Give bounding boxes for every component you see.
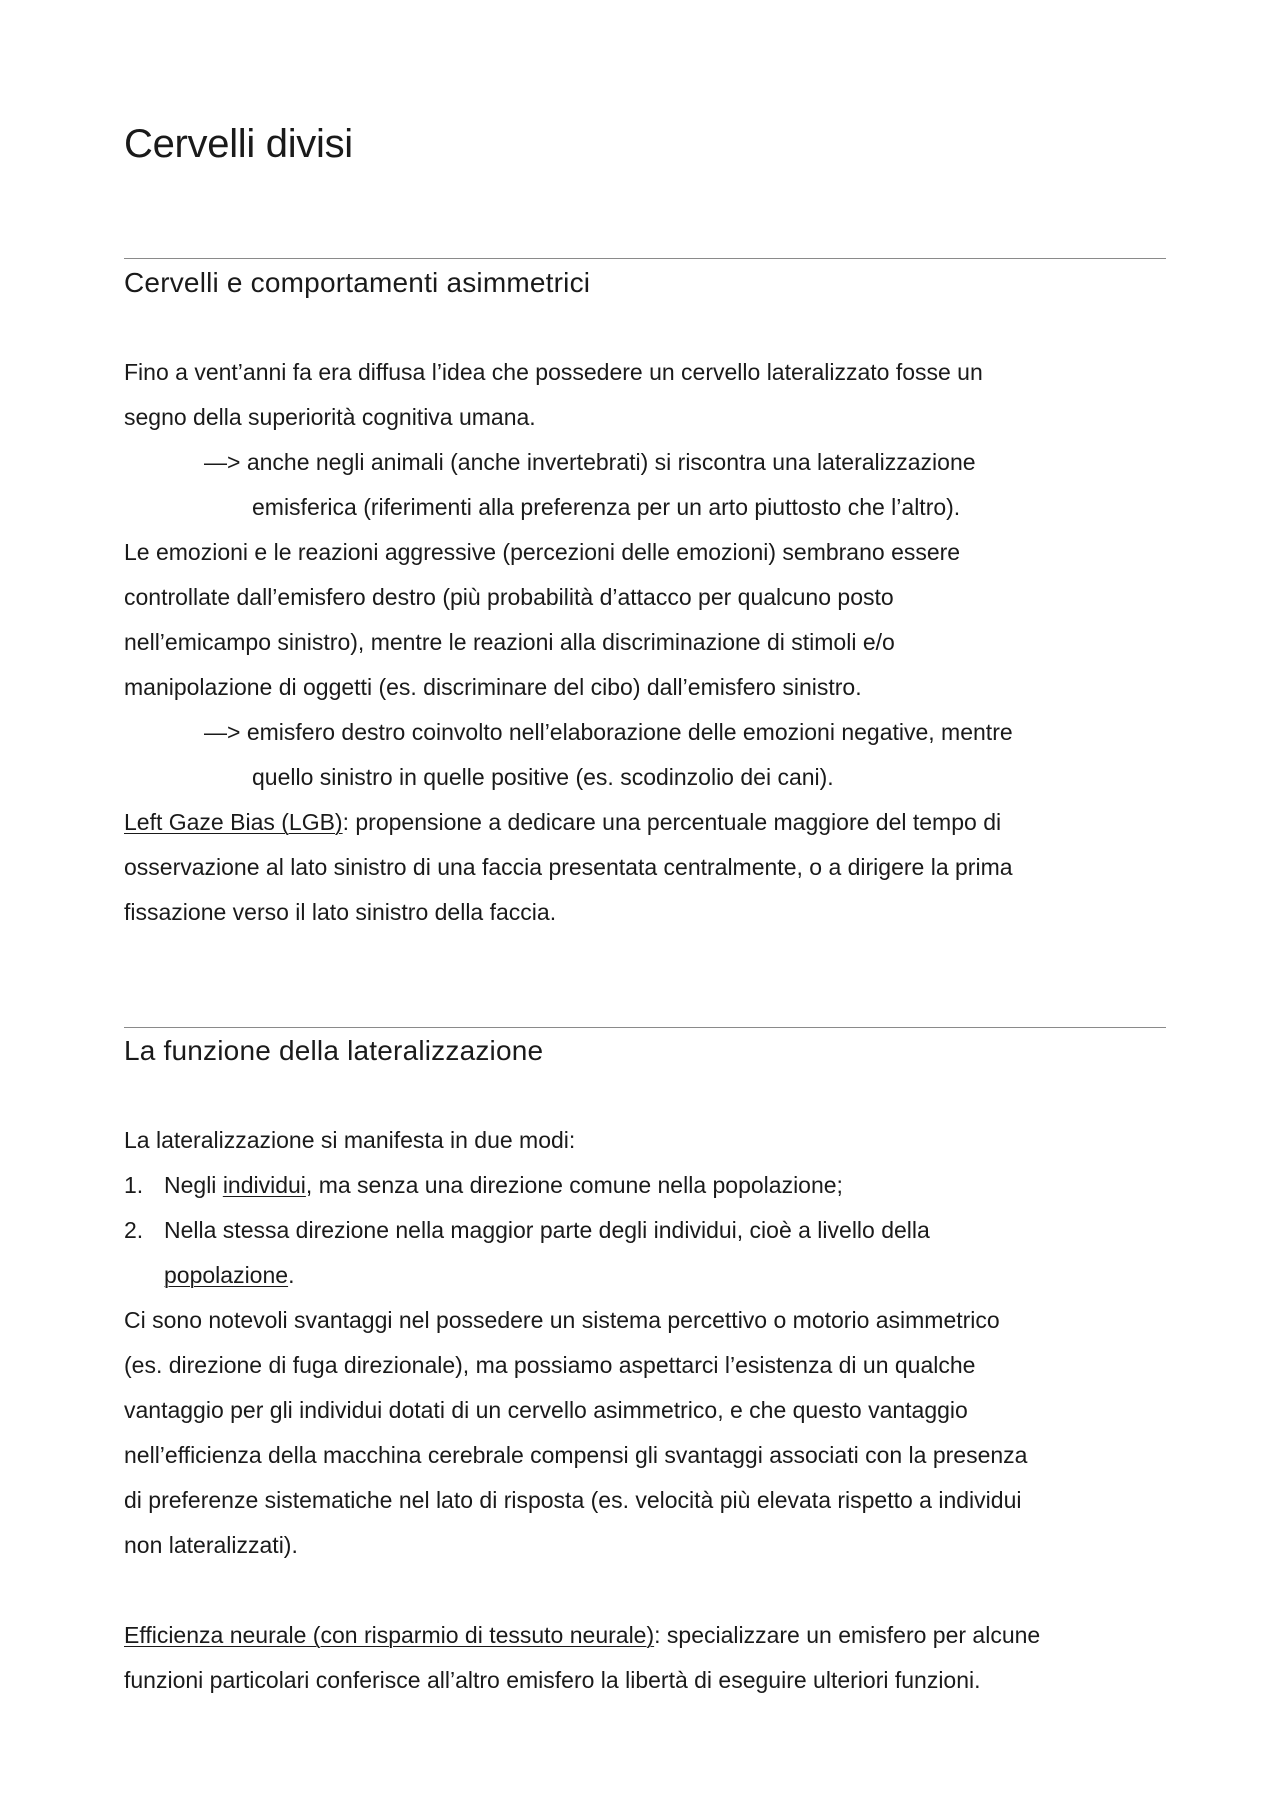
efficienza-term: Efficienza neurale (con risparmio di tessuto neurale) <box>124 1622 655 1648</box>
definition-text: : propensione a dedicare una percentuale maggiore del tempo di <box>342 809 1002 835</box>
paragraph-line: nell’efficienza della macchina cerebrale compensi gli svantaggi associati con la presenza <box>124 1442 1028 1468</box>
paragraph-line: funzioni particolari conferisce all’altro emisfero la libertà di eseguire ulteriori funzioni. <box>124 1667 981 1693</box>
paragraph-line: osservazione al lato sinistro di una faccia presentata centralmente, o a dirigere la prima <box>124 854 1013 880</box>
list-item-text: Negli individui, ma senza una direzione comune nella popolazione; <box>164 1172 843 1198</box>
list-item-text: Nella stessa direzione nella maggior parte degli individui, cioè a livello della <box>164 1217 930 1243</box>
individui-term: individui <box>222 1172 306 1198</box>
paragraph-line: fissazione verso il lato sinistro della faccia. <box>124 899 557 925</box>
document-title: Cervelli divisi <box>124 122 353 166</box>
definition-text: : specializzare un emisfero per alcune <box>654 1622 1041 1648</box>
paragraph-line: (es. direzione di fuga direzionale), ma possiamo aspettarci l’esistenza di un qualche <box>124 1352 976 1378</box>
paragraph-line: Le emozioni e le reazioni aggressive (percezioni delle emozioni) sembrano essere <box>124 539 961 565</box>
list-number: 2. <box>124 1217 144 1243</box>
arrow-note-line: —> emisfero destro coinvolto nell’elaborazione delle emozioni negative, mentre <box>204 719 1013 745</box>
arrow-note-line: emisferica (riferimenti alla preferenza per un arto piuttosto che l’altro). <box>252 494 961 520</box>
paragraph-line: controllate dall’emisfero destro (più probabilità d’attacco per qualcuno posto <box>124 584 894 610</box>
paragraph-line: Fino a vent’anni fa era diffusa l’idea che possedere un cervello lateralizzato fosse un <box>124 359 983 385</box>
paragraph-line: La lateralizzazione si manifesta in due modi: <box>124 1127 576 1153</box>
arrow-note-line: —> anche negli animali (anche invertebrati) si riscontra una lateralizzazione <box>204 449 976 475</box>
section-divider <box>124 258 1166 259</box>
paragraph-line: vantaggio per gli individui dotati di un cervello asimmetrico, e che questo vantaggio <box>124 1397 968 1423</box>
paragraph-line: manipolazione di oggetti (es. discriminare del cibo) dall’emisfero sinistro. <box>124 674 862 700</box>
paragraph-line: di preferenze sistematiche nel lato di risposta (es. velocità più elevata rispetto a individui <box>124 1487 1022 1513</box>
paragraph-line: nell’emicampo sinistro), mentre le reazioni alla discriminazione di stimoli e/o <box>124 629 895 655</box>
section-heading: La funzione della lateralizzazione <box>124 1035 544 1066</box>
lgb-term: Left Gaze Bias (LGB) <box>124 809 343 835</box>
paragraph-line: non lateralizzati). <box>124 1532 298 1558</box>
list-item-continuation: popolazione. <box>164 1262 295 1288</box>
arrow-note-line: quello sinistro in quelle positive (es. scodinzolio dei cani). <box>252 764 834 790</box>
paragraph-line: segno della superiorità cognitiva umana. <box>124 404 536 430</box>
section-divider <box>124 1027 1166 1028</box>
popolazione-term: popolazione <box>164 1262 289 1288</box>
definition-line <box>124 1620 1040 1650</box>
list-number: 1. <box>124 1172 144 1198</box>
paragraph-line: Ci sono notevoli svantaggi nel possedere un sistema percettivo o motorio asimmetrico <box>124 1307 1000 1333</box>
definition-line <box>124 807 1001 837</box>
section-heading: Cervelli e comportamenti asimmetrici <box>124 267 591 298</box>
